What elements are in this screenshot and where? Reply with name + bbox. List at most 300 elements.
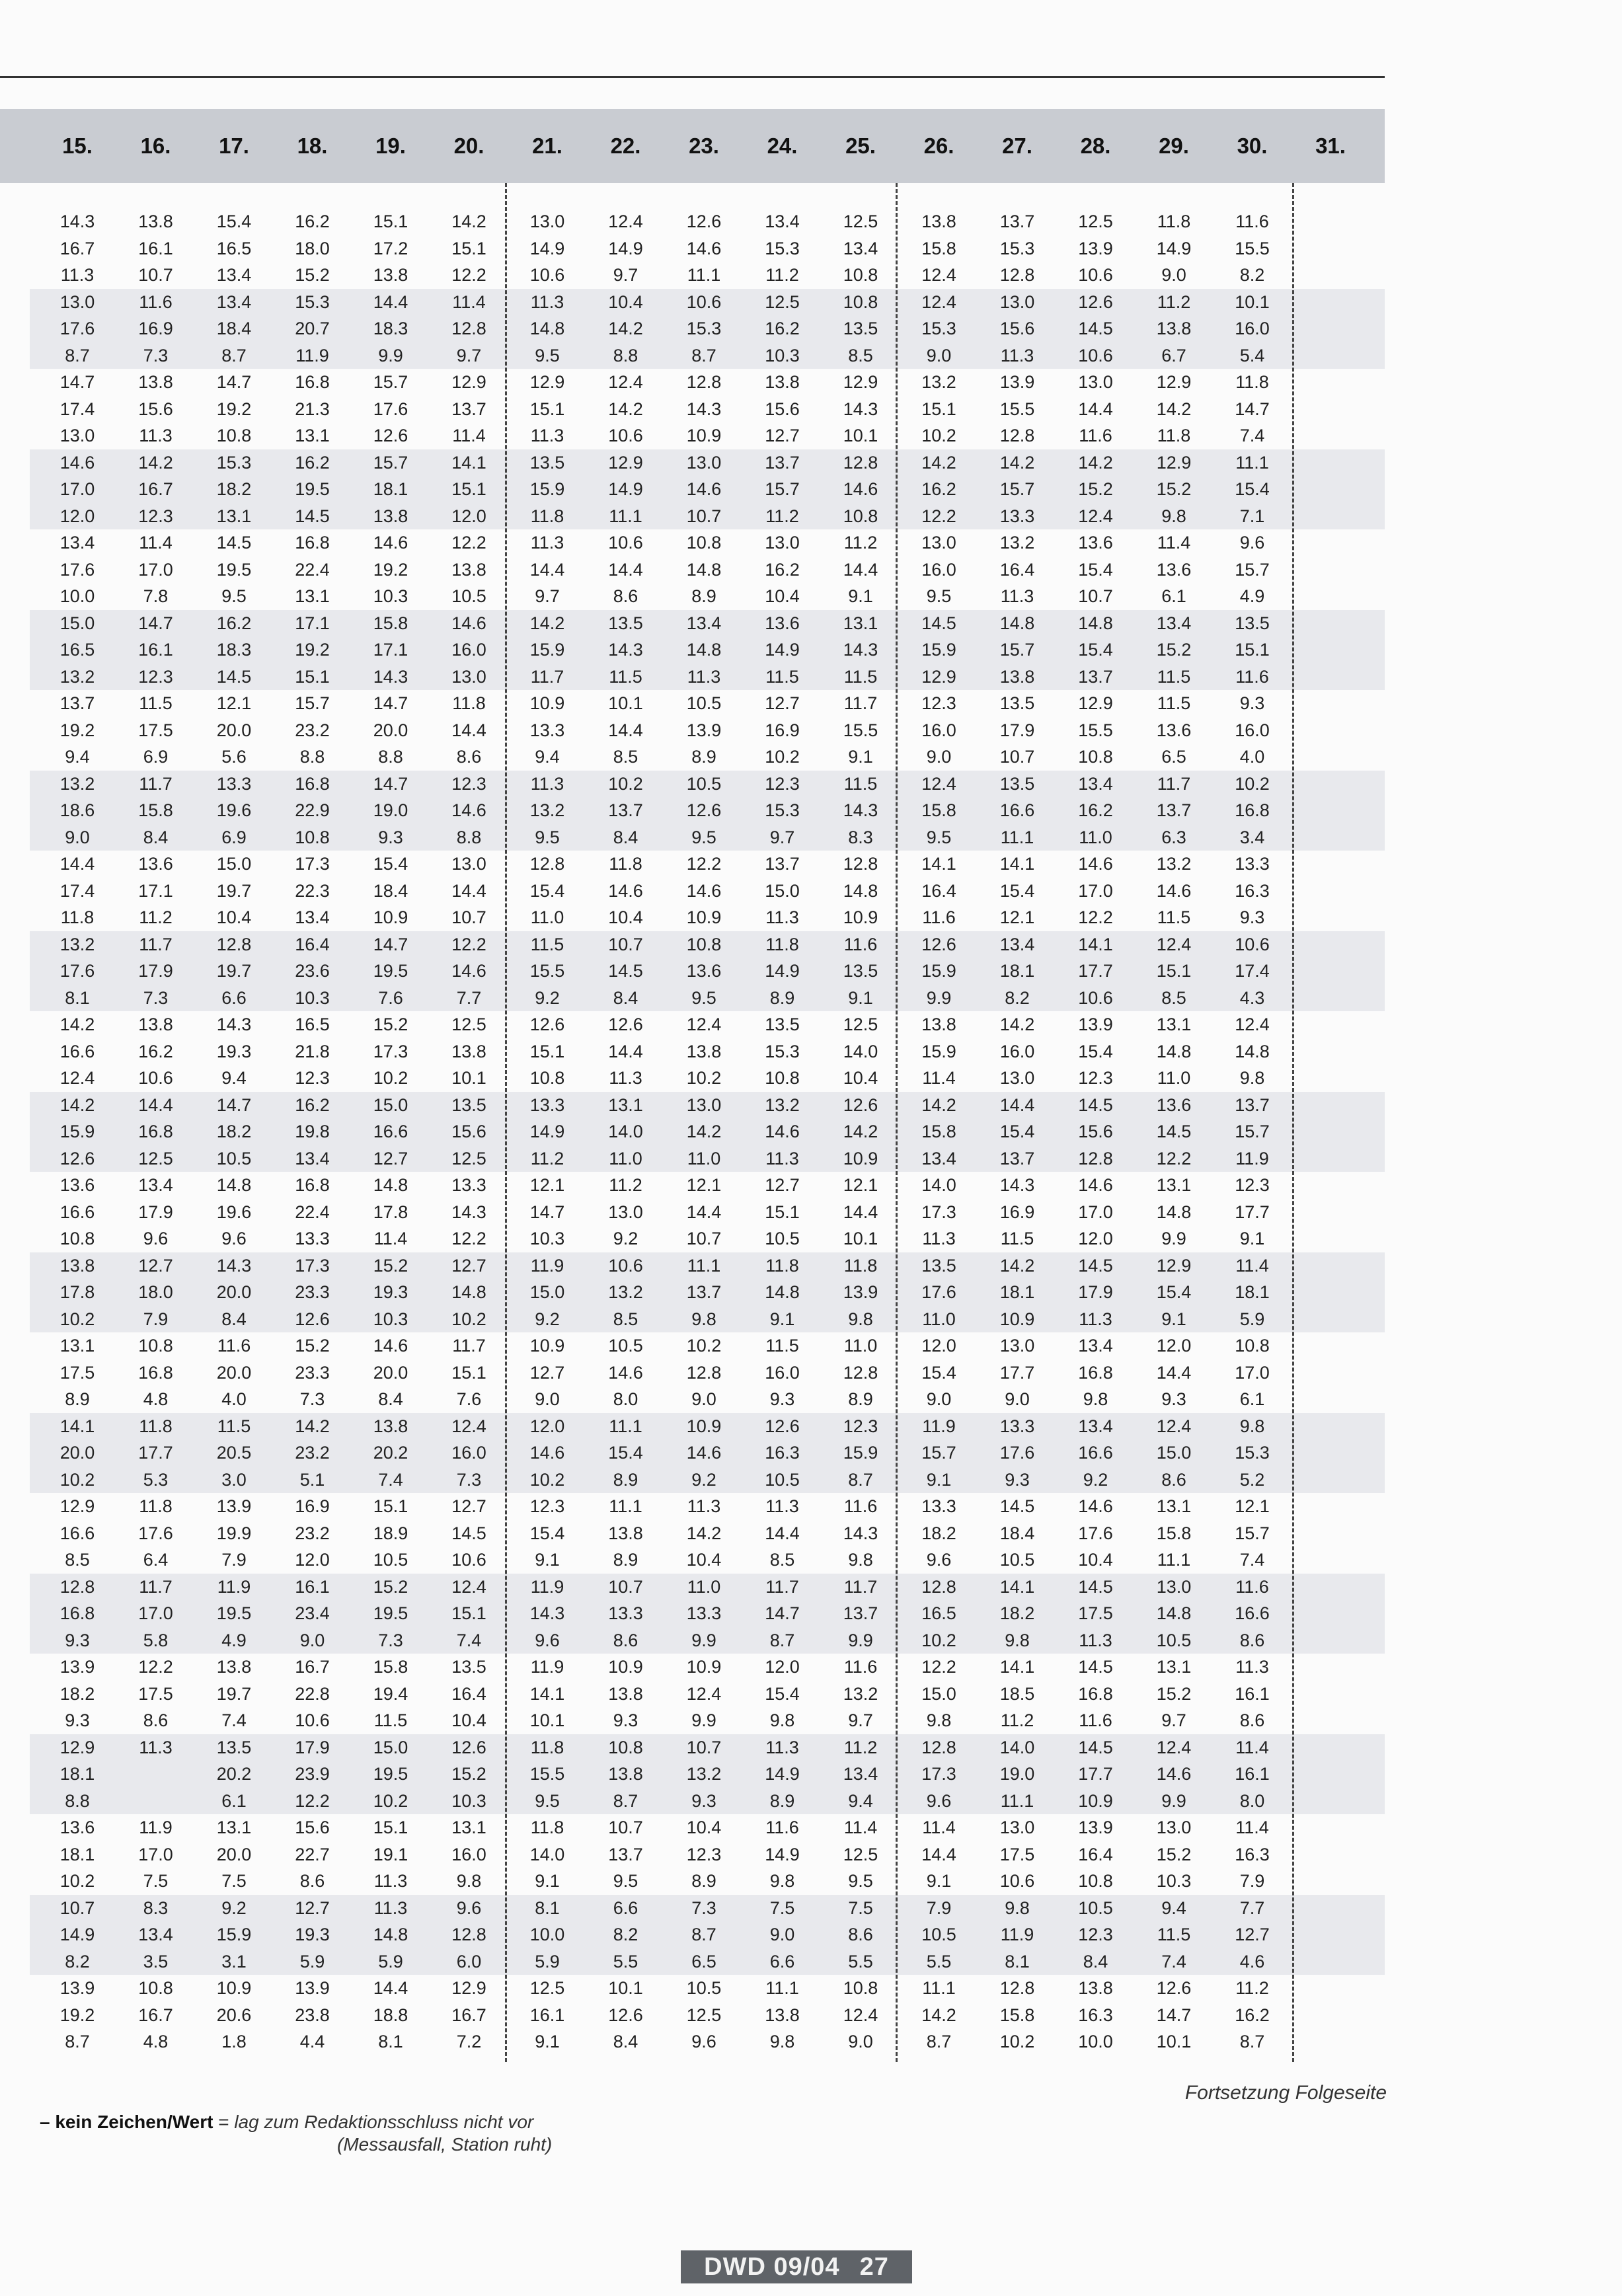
table-cell: 19.5 — [373, 961, 408, 981]
table-cell: 13.8 — [138, 372, 173, 392]
table-cell: 6.1 — [1161, 586, 1186, 606]
table-cell: 13.0 — [999, 1818, 1035, 1837]
table-cell: 13.7 — [765, 854, 800, 874]
table-cell: 15.4 — [1078, 640, 1113, 660]
table-cell: 16.6 — [59, 1202, 95, 1222]
table-cell: 14.8 — [1156, 1202, 1192, 1222]
table-cell: 11.6 — [1235, 211, 1269, 231]
table-cell: 13.3 — [216, 773, 252, 794]
table-cell: 4.9 — [221, 1630, 247, 1650]
table-cell: 11.3 — [1235, 1657, 1269, 1677]
table-cell: 14.8 — [1156, 1041, 1192, 1061]
table-cell: 11.3 — [530, 426, 564, 445]
table-cell: 10.7 — [608, 1576, 643, 1597]
table-cell: 14.2 — [1078, 452, 1113, 473]
table-cell: 10.9 — [843, 907, 878, 927]
table-cell: 15.9 — [59, 1122, 95, 1141]
table-cell: 12.7 — [373, 1148, 408, 1168]
table-cell: 19.7 — [216, 961, 252, 981]
table-cell: 15.0 — [921, 1683, 956, 1704]
table-cell: 18.2 — [921, 1523, 956, 1543]
table-cell: 14.3 — [451, 1202, 486, 1222]
table-cell: 14.8 — [373, 1175, 408, 1195]
table-cell: 14.8 — [686, 559, 722, 580]
table-cell: 10.2 — [999, 2032, 1035, 2051]
table-cell: 12.8 — [59, 1576, 95, 1597]
table-cell: 15.1 — [921, 399, 956, 419]
table-cell: 11.1 — [1000, 827, 1034, 847]
table-cell: 11.5 — [217, 1416, 251, 1436]
table-cell: 11.5 — [765, 1336, 799, 1356]
table-cell: 13.8 — [921, 1014, 956, 1034]
table-cell: 11.2 — [765, 265, 799, 285]
table-cell: 12.3 — [921, 693, 956, 713]
table-cell: 7.9 — [926, 1897, 952, 1918]
table-cell: 11.9 — [217, 1576, 251, 1597]
table-cell: 15.7 — [999, 640, 1035, 660]
table-cell: 17.7 — [1235, 1202, 1270, 1222]
table-cell: 11.3 — [139, 426, 173, 445]
table-cell: 16.5 — [59, 640, 95, 660]
table-cell: 9.7 — [613, 265, 638, 285]
table-cell: 3.0 — [221, 1469, 247, 1490]
table-cell: 10.6 — [1235, 934, 1270, 954]
table-cell: 18.4 — [216, 319, 252, 338]
table-cell: 16.8 — [1078, 1683, 1113, 1704]
table-cell: 12.6 — [529, 1014, 565, 1034]
table-cell: 13.5 — [451, 1657, 486, 1677]
table-cell: 10.6 — [529, 265, 565, 285]
table-cell: 6.0 — [456, 1951, 482, 1971]
table-cell: 13.8 — [373, 506, 408, 526]
table-cell: 11.6 — [1079, 1710, 1112, 1730]
table-cell: 17.9 — [1078, 1282, 1113, 1302]
table-cell: 20.0 — [216, 1282, 252, 1302]
table-cell: 11.5 — [1157, 907, 1191, 927]
table-cell: 13.6 — [1156, 559, 1192, 580]
table-cell: 9.3 — [769, 1389, 795, 1409]
table-cell: 14.6 — [373, 533, 408, 553]
table-cell: 16.1 — [1235, 1764, 1270, 1784]
table-cell: 10.2 — [59, 1469, 95, 1490]
table-cell: 14.9 — [765, 1764, 800, 1784]
table-cell: 10.4 — [216, 907, 252, 927]
table-cell: 19.2 — [216, 399, 252, 419]
table-cell: 13.2 — [686, 1764, 722, 1784]
table-cell: 13.7 — [1078, 666, 1113, 687]
table-cell: 9.6 — [221, 1229, 247, 1248]
table-cell: 13.7 — [999, 211, 1035, 231]
table-cell: 15.2 — [373, 1255, 408, 1276]
table-cell: 9.1 — [1161, 1309, 1186, 1329]
table-cell: 13.1 — [216, 1818, 252, 1837]
table-cell: 16.0 — [765, 1362, 800, 1383]
table-cell: 14.7 — [373, 934, 408, 954]
table-cell: 13.0 — [451, 666, 486, 687]
table-cell: 9.4 — [65, 747, 90, 767]
table-cell: 1.8 — [221, 2032, 247, 2051]
table-cell: 10.8 — [686, 934, 722, 954]
table-cell: 17.5 — [138, 720, 173, 740]
table-cell: 17.5 — [138, 1683, 173, 1704]
table-cell: 15.9 — [921, 640, 956, 660]
table-cell: 11.3 — [373, 1871, 408, 1891]
table-cell: 9.1 — [535, 1550, 560, 1570]
table-cell: 13.4 — [843, 238, 878, 258]
table-cell: 10.8 — [843, 1978, 878, 1998]
table-cell: 15.4 — [1156, 1282, 1192, 1302]
table-cell: 19.2 — [59, 2005, 95, 2025]
table-cell: 13.8 — [921, 211, 956, 231]
table-cell: 10.1 — [1156, 2032, 1192, 2051]
table-cell: 10.5 — [686, 693, 722, 713]
table-cell: 14.9 — [1156, 238, 1192, 258]
table-cell: 13.4 — [686, 613, 722, 633]
table-cell: 14.3 — [216, 1255, 252, 1276]
table-cell: 11.0 — [687, 1148, 721, 1168]
table-cell: 12.7 — [451, 1255, 486, 1276]
table-cell: 9.2 — [613, 1229, 638, 1248]
table-cell: 10.8 — [295, 827, 330, 847]
table-cell: 10.3 — [529, 1229, 565, 1248]
table-cell: 12.6 — [921, 934, 956, 954]
table-cell: 13.3 — [999, 506, 1035, 526]
table-cell: 14.4 — [608, 559, 643, 580]
day-header: 29. — [1159, 134, 1189, 158]
table-cell: 11.5 — [843, 666, 878, 687]
table-cell: 9.5 — [221, 586, 247, 606]
continued-note: Fortsetzung Folgeseite — [1184, 2082, 1387, 2104]
table-cell: 4.0 — [221, 1389, 247, 1409]
table-cell: 14.4 — [59, 854, 95, 874]
table-cell: 13.7 — [843, 1603, 878, 1623]
table-cell: 8.4 — [143, 827, 169, 847]
table-cell: 14.3 — [843, 1523, 878, 1543]
table-cell: 13.8 — [765, 372, 800, 392]
table-cell: 3.5 — [143, 1951, 169, 1971]
table-cell: 8.6 — [143, 1710, 169, 1730]
table-cell: 13.1 — [1156, 1014, 1192, 1034]
table-cell: 15.8 — [373, 613, 408, 633]
table-cell: 17.3 — [921, 1764, 956, 1784]
table-cell: 16.5 — [216, 238, 252, 258]
table-cell: 14.5 — [1078, 1094, 1113, 1115]
table-cell: 13.8 — [765, 2005, 800, 2025]
table-cell: 10.6 — [608, 1255, 643, 1276]
table-cell: 10.6 — [138, 1068, 173, 1088]
table-cell: 9.9 — [691, 1710, 716, 1730]
table-cell: 6.9 — [221, 827, 247, 847]
table-cell: 10.4 — [686, 1550, 722, 1570]
table-cell: 9.8 — [1083, 1389, 1108, 1409]
table-cell: 15.6 — [999, 319, 1035, 338]
table-cell: 11.1 — [1157, 1550, 1191, 1570]
table-cell: 18.6 — [59, 800, 95, 820]
table-cell: 15.3 — [765, 800, 800, 820]
table-cell: 15.5 — [529, 961, 565, 981]
table-cell: 14.5 — [216, 666, 252, 687]
table-cell: 7.9 — [221, 1550, 247, 1570]
table-cell: 11.5 — [1157, 666, 1191, 687]
table-cell: 4.6 — [1239, 1951, 1265, 1971]
table-cell: 14.5 — [1078, 1576, 1113, 1597]
table-cell: 13.5 — [451, 1094, 486, 1115]
table-cell: 13.0 — [1156, 1576, 1192, 1597]
table-cell: 10.3 — [765, 345, 800, 365]
table-cell: 12.3 — [765, 773, 800, 794]
table-cell: 15.3 — [295, 291, 330, 312]
table-cell: 9.1 — [848, 987, 873, 1008]
table-cell: 10.4 — [843, 1068, 878, 1088]
table-cell: 10.9 — [686, 1657, 722, 1677]
table-cell: 7.3 — [456, 1469, 482, 1490]
table-cell: 14.0 — [921, 1175, 956, 1195]
table-cell: 10.6 — [608, 533, 643, 553]
table-cell: 12.3 — [1078, 1925, 1113, 1944]
table-cell: 13.1 — [1156, 1175, 1192, 1195]
table-cell: 14.5 — [608, 961, 643, 981]
table-cell: 12.3 — [843, 1416, 878, 1436]
table-cell: 15.7 — [765, 479, 800, 499]
table-cell: 18.1 — [59, 1764, 95, 1784]
table-cell: 22.9 — [295, 800, 330, 820]
table-cell: 13.2 — [59, 934, 95, 954]
table-cell: 10.1 — [529, 1710, 565, 1730]
table-cell: 15.4 — [765, 1683, 800, 1704]
table-cell: 13.8 — [1078, 1978, 1113, 1998]
table-cell: 9.8 — [848, 1309, 873, 1329]
table-cell: 13.8 — [686, 1041, 722, 1061]
table-cell: 19.4 — [373, 1683, 408, 1704]
table-cell: 7.5 — [221, 1871, 247, 1891]
table-cell: 15.1 — [295, 666, 330, 687]
table-cell: 14.6 — [686, 1443, 722, 1463]
table-cell: 13.1 — [295, 586, 330, 606]
table-cell: 16.1 — [529, 2005, 565, 2025]
table-cell: 16.3 — [1078, 2005, 1113, 2025]
table-cell: 16.5 — [295, 1014, 330, 1034]
table-cell: 13.1 — [1156, 1496, 1192, 1516]
table-cell: 16.4 — [451, 1683, 486, 1704]
table-cell: 13.9 — [216, 1496, 252, 1516]
table-cell: 18.0 — [295, 238, 330, 258]
table-cell: 6.5 — [691, 1951, 716, 1971]
table-cell: 8.4 — [613, 2032, 638, 2051]
table-cell: 15.4 — [216, 211, 252, 231]
page-number: 27 — [859, 2253, 889, 2281]
table-cell: 8.4 — [1083, 1951, 1108, 1971]
table-cell: 10.1 — [843, 1229, 878, 1248]
table-cell: 4.3 — [1239, 987, 1265, 1008]
table-cell: 10.4 — [608, 291, 643, 312]
table-cell: 11.5 — [530, 934, 564, 954]
table-cell: 7.4 — [1239, 1550, 1265, 1570]
table-cell: 17.4 — [59, 880, 95, 901]
table-cell: 11.4 — [922, 1068, 956, 1088]
table-cell: 15.1 — [529, 1041, 565, 1061]
table-cell: 8.4 — [378, 1389, 403, 1409]
table-cell: 8.6 — [456, 747, 482, 767]
table-cell: 7.9 — [1239, 1871, 1265, 1891]
table-cell: 16.7 — [138, 479, 173, 499]
table-cell: 6.9 — [143, 747, 169, 767]
table-cell: 11.5 — [843, 773, 878, 794]
table-cell: 11.4 — [1235, 1255, 1269, 1276]
table-cell: 15.4 — [373, 854, 408, 874]
table-cell: 7.6 — [378, 987, 403, 1008]
table-cell: 10.7 — [138, 265, 173, 285]
table-cell: 12.5 — [529, 1978, 565, 1998]
table-cell: 15.5 — [1235, 238, 1270, 258]
table-cell: 16.0 — [1235, 720, 1270, 740]
table-cell: 10.2 — [1235, 773, 1270, 794]
table-cell: 18.1 — [999, 1282, 1035, 1302]
table-cell: 16.7 — [295, 1657, 330, 1677]
table-cell: 10.8 — [59, 1229, 95, 1248]
table-cell: 18.1 — [1235, 1282, 1270, 1302]
table-cell: 10.8 — [1235, 1336, 1270, 1356]
table-cell: 11.7 — [1157, 773, 1191, 794]
table-cell: 10.6 — [1078, 345, 1113, 365]
table-cell: 8.9 — [691, 747, 716, 767]
table-cell: 10.2 — [686, 1336, 722, 1356]
table-cell: 15.1 — [373, 1818, 408, 1837]
table-cell: 11.3 — [1079, 1309, 1112, 1329]
table-cell: 9.4 — [221, 1068, 247, 1088]
table-cell: 15.9 — [921, 1041, 956, 1061]
table-cell: 14.4 — [451, 720, 486, 740]
day-header: 19. — [375, 134, 406, 158]
table-cell: 6.7 — [1161, 345, 1186, 365]
table-cell: 7.8 — [143, 586, 169, 606]
table-cell: 14.4 — [529, 559, 565, 580]
table-cell: 9.0 — [65, 827, 90, 847]
table-cell: 8.1 — [535, 1897, 560, 1918]
table-cell: 17.7 — [1078, 1764, 1113, 1784]
table-cell: 15.7 — [373, 452, 408, 473]
table-cell: 15.4 — [999, 1122, 1035, 1141]
table-cell: 11.9 — [139, 1818, 173, 1837]
table-cell: 8.6 — [613, 586, 638, 606]
table-cell: 11.6 — [843, 1657, 878, 1677]
table-cell: 7.4 — [456, 1630, 482, 1650]
table-cell: 14.1 — [529, 1683, 565, 1704]
table-cell: 13.3 — [295, 1229, 330, 1248]
table-cell: 15.8 — [921, 800, 956, 820]
table-cell: 14.0 — [843, 1041, 878, 1061]
table-cell: 13.0 — [921, 533, 956, 553]
table-cell: 8.7 — [769, 1630, 795, 1650]
table-cell: 16.8 — [295, 372, 330, 392]
legend-text: lag zum Redaktionsschluss nicht vor — [234, 2112, 534, 2132]
table-cell: 13.6 — [59, 1175, 95, 1195]
table-cell: 18.2 — [216, 1122, 252, 1141]
table-cell: 13.7 — [1156, 800, 1192, 820]
table-cell: 14.3 — [843, 399, 878, 419]
table-cell: 10.3 — [373, 1309, 408, 1329]
table-cell: 19.0 — [999, 1764, 1035, 1784]
table-cell: 10.5 — [1078, 1897, 1113, 1918]
table-cell: 7.5 — [143, 1871, 169, 1891]
table-cell: 9.8 — [1005, 1897, 1030, 1918]
table-cell: 12.1 — [999, 907, 1035, 927]
table-cell: 16.0 — [451, 1844, 486, 1864]
table-cell: 19.2 — [59, 720, 95, 740]
table-cell: 17.4 — [1235, 961, 1270, 981]
table-cell: 22.4 — [295, 1202, 330, 1222]
table-cell: 14.6 — [1156, 880, 1192, 901]
table-cell: 23.3 — [295, 1362, 330, 1383]
table-cell: 19.1 — [373, 1844, 408, 1864]
table-cell: 10.8 — [843, 506, 878, 526]
table-cell: 13.5 — [843, 319, 878, 338]
table-cell: 15.7 — [1235, 559, 1270, 580]
table-cell: 15.4 — [999, 880, 1035, 901]
table-cell: 12.8 — [999, 1978, 1035, 1998]
table-cell: 7.4 — [221, 1710, 247, 1730]
table-cell: 14.6 — [529, 1443, 565, 1463]
table-cell: 8.7 — [65, 2032, 90, 2051]
table-cell: 18.3 — [373, 319, 408, 338]
table-cell: 12.3 — [529, 1496, 565, 1516]
table-cell: 12.4 — [1156, 1737, 1192, 1757]
table-cell: 9.5 — [535, 827, 560, 847]
table-cell: 18.2 — [59, 1683, 95, 1704]
table-cell: 5.6 — [221, 747, 247, 767]
table-cell: 8.5 — [613, 1309, 638, 1329]
table-cell: 19.6 — [216, 800, 252, 820]
table-cell: 12.6 — [1156, 1978, 1192, 1998]
table-cell: 13.4 — [999, 934, 1035, 954]
table-cell: 10.7 — [999, 747, 1035, 767]
table-cell: 14.2 — [295, 1416, 330, 1436]
table-cell: 8.0 — [1239, 1790, 1265, 1811]
table-cell: 14.7 — [765, 1603, 800, 1623]
table-cell: 14.2 — [843, 1122, 878, 1141]
table-cell: 19.7 — [216, 1683, 252, 1704]
table-cell: 5.5 — [926, 1951, 952, 1971]
table-cell: 9.8 — [1239, 1416, 1265, 1436]
table-cell: 15.0 — [1156, 1443, 1192, 1463]
table-cell: 18.2 — [999, 1603, 1035, 1623]
table-cell: 9.0 — [848, 2032, 873, 2051]
table-cell: 11.4 — [1157, 533, 1191, 553]
table-cell: 8.2 — [613, 1925, 638, 1944]
table-cell: 12.3 — [451, 773, 486, 794]
table-cell: 4.8 — [143, 1389, 169, 1409]
table-cell: 14.0 — [608, 1122, 643, 1141]
day-header: 27. — [1002, 134, 1032, 158]
table-cell: 9.0 — [535, 1389, 560, 1409]
table-cell: 14.1 — [921, 854, 956, 874]
table-cell: 13.1 — [1156, 1657, 1192, 1677]
table-cell: 10.3 — [373, 586, 408, 606]
table-cell: 9.9 — [1161, 1790, 1186, 1811]
table-cell: 11.2 — [1235, 1978, 1269, 1998]
table-cell: 12.2 — [451, 934, 486, 954]
table-cell: 12.7 — [138, 1255, 173, 1276]
table-cell: 14.6 — [59, 452, 95, 473]
table-cell: 15.8 — [921, 238, 956, 258]
table-cell: 13.7 — [608, 1844, 643, 1864]
table-cell: 20.0 — [216, 1362, 252, 1383]
table-cell: 12.1 — [843, 1175, 878, 1195]
table-cell: 9.9 — [1161, 1229, 1186, 1248]
table-cell: 17.6 — [373, 399, 408, 419]
table-cell: 10.7 — [686, 1737, 722, 1757]
table-cell: 13.4 — [216, 291, 252, 312]
table-cell: 13.6 — [686, 961, 722, 981]
